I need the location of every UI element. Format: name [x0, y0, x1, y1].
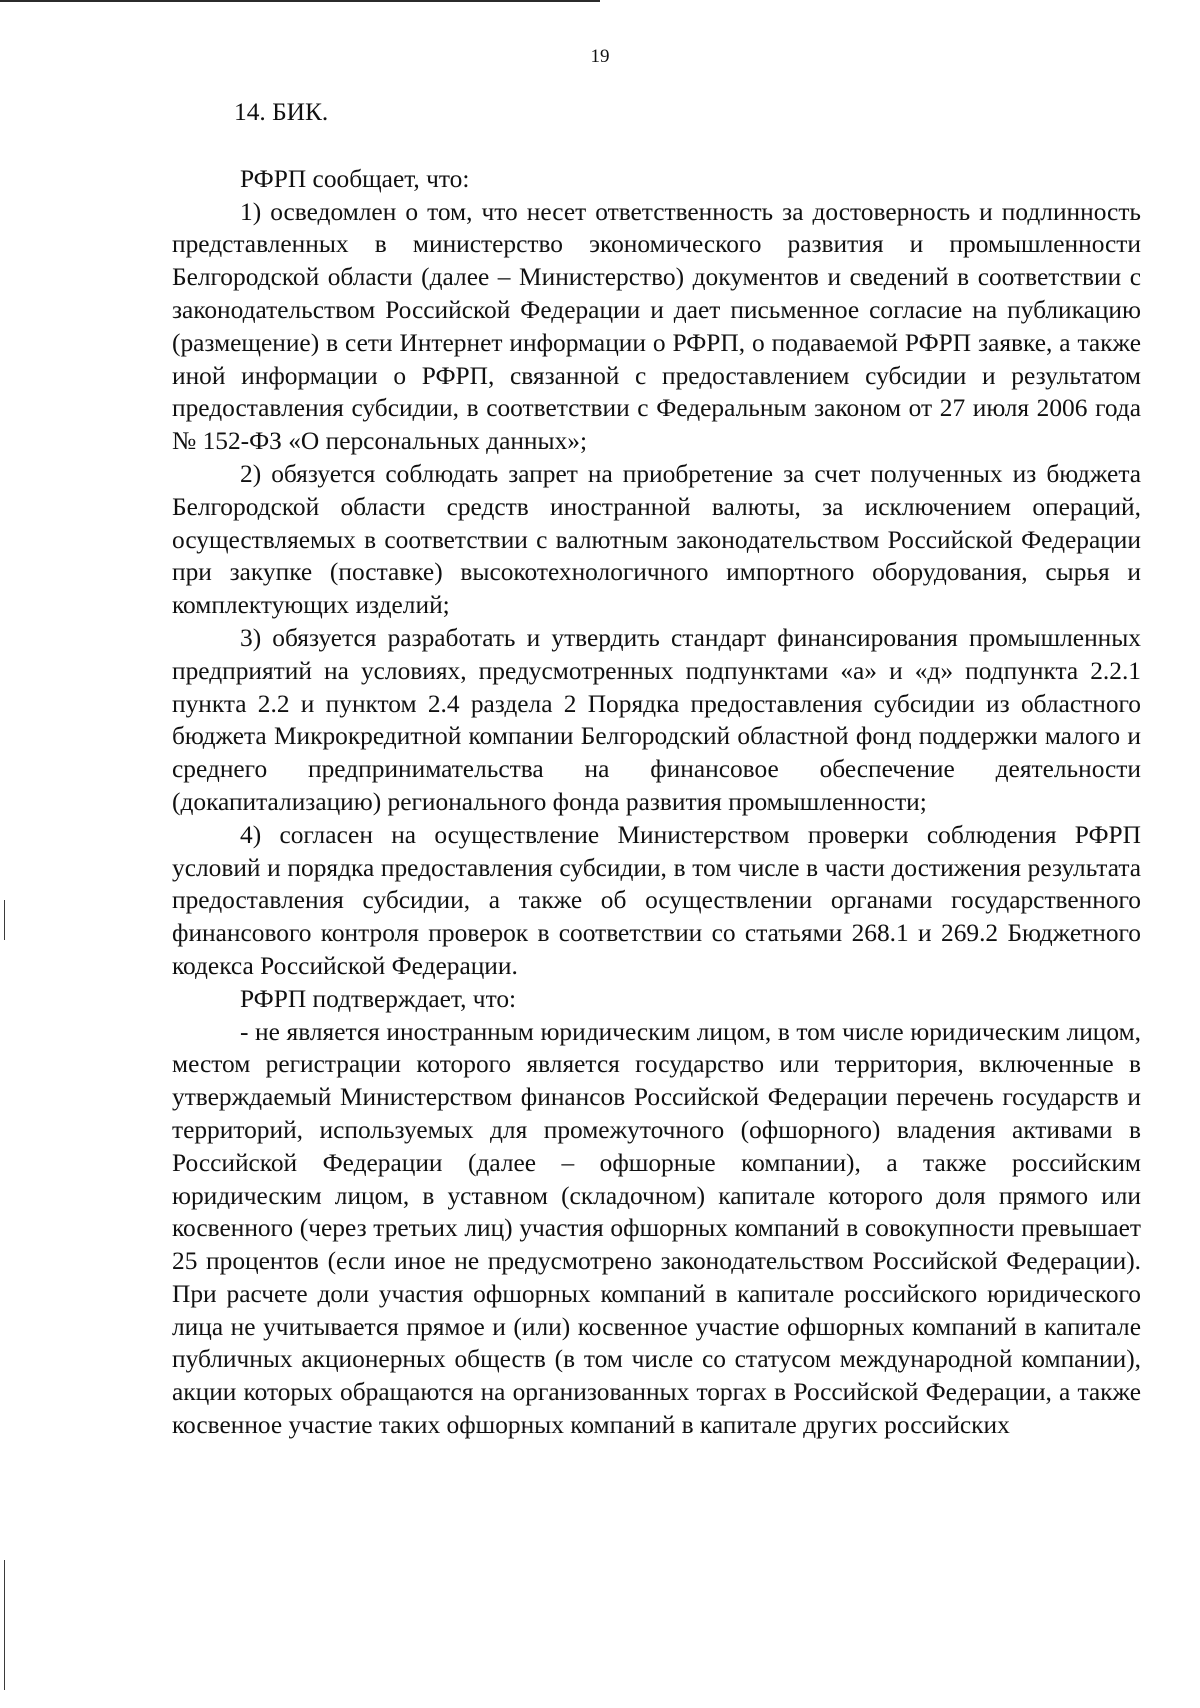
document-body — [172, 96, 1141, 1442]
list-item-1: 1) осведомлен о том, что несет ответственность за достоверность и подлинность представленных в министерство экономического развития и промышленности Белгородской области (далее – Министерство) документов и сведений в соответствии с законодательством Российской Федерации и дает письменное согласие на публикацию (размещение) в сети Интернет информации о РФРП, о подаваемой РФРП заявке, а также иной информации о РФРП, связанной с предоставлением субсидии и результатом предоставления субсидии, в соответствии с Федеральным законом от 27 июля 2006 года № 152-ФЗ «О персональных данных»; — [172, 197, 1141, 456]
list-item-4: 4) согласен на осуществление Министерством проверки соблюдения РФРП условий и порядка предоставления субсидии, в том числе в части достижения результата предоставления субсидии, а также об осуществлении органами государственного финансового контроля проверок в соответствии со статьями 268.1 и 269.2 Бюджетного кодекса Российской Федерации. — [172, 820, 1141, 980]
list-item-3: 3) обязуется разработать и утвердить стандарт финансирования промышленных предприятий на условиях, предусмотренных подпунктами «а» и «д» подпункта 2.2.1 пункта 2.2 и пунктом 2.4 раздела 2 Порядка предоставления субсидии из областного бюджета Микрокредитной компании Белгородский областной фонд поддержки малого и среднего предпринимательства на финансовое обеспечение деятельности (докапитализацию) регионального фонда развития промышленности; — [172, 623, 1141, 816]
page-number: 19 — [590, 46, 610, 67]
scan-left-edge-mark — [4, 900, 5, 940]
list-item-2: 2) обязуется соблюдать запрет на приобретение за счет полученных из бюджета Белгородской области средств иностранной валюты, за исключением операций, осуществляемых в соответствии с валютным законодательством Российской Федерации при закупке (поставке) высокотехнологичного импортного оборудования, сырья и комплектующих изделий; — [172, 459, 1141, 620]
lead-informs: РФРП сообщает, что: — [240, 164, 470, 193]
scan-left-edge-mark — [4, 1560, 5, 1690]
section-heading: 14. БИК. — [234, 98, 329, 126]
spacer — [172, 129, 1141, 163]
lead-confirms: РФРП подтверждает, что: — [240, 984, 517, 1013]
scan-top-edge — [0, 0, 600, 2]
confirm-item: - не является иностранным юридическим лицом, в том числе юридическим лицом, местом регистрации которого является государство или территория, включенные в утверждаемый Министерством финансов Российской Федерации перечень государств и территорий, используемых для промежуточного (офшорного) владения активами в Российской Федерации (далее – офшорные компании), а также российским юридическим лицом, в уставном (складочном) капитале которого доля прямого или косвенного (через третьих лиц) участия офшорных компаний в совокупности превышает 25 процентов (если иное не предусмотрено законодательством Российской Федерации). При расчете доли участия офшорных компаний в капитале российского юридического лица не учитывается прямое и (или) косвенное участие офшорных компаний в капитале публичных акционерных обществ (в том числе со статусом международной компании), акции которых обращаются на организованных торгах в Российской Федерации, а также косвенное участие таких офшорных компаний в капитале других российских — [172, 1017, 1141, 1440]
